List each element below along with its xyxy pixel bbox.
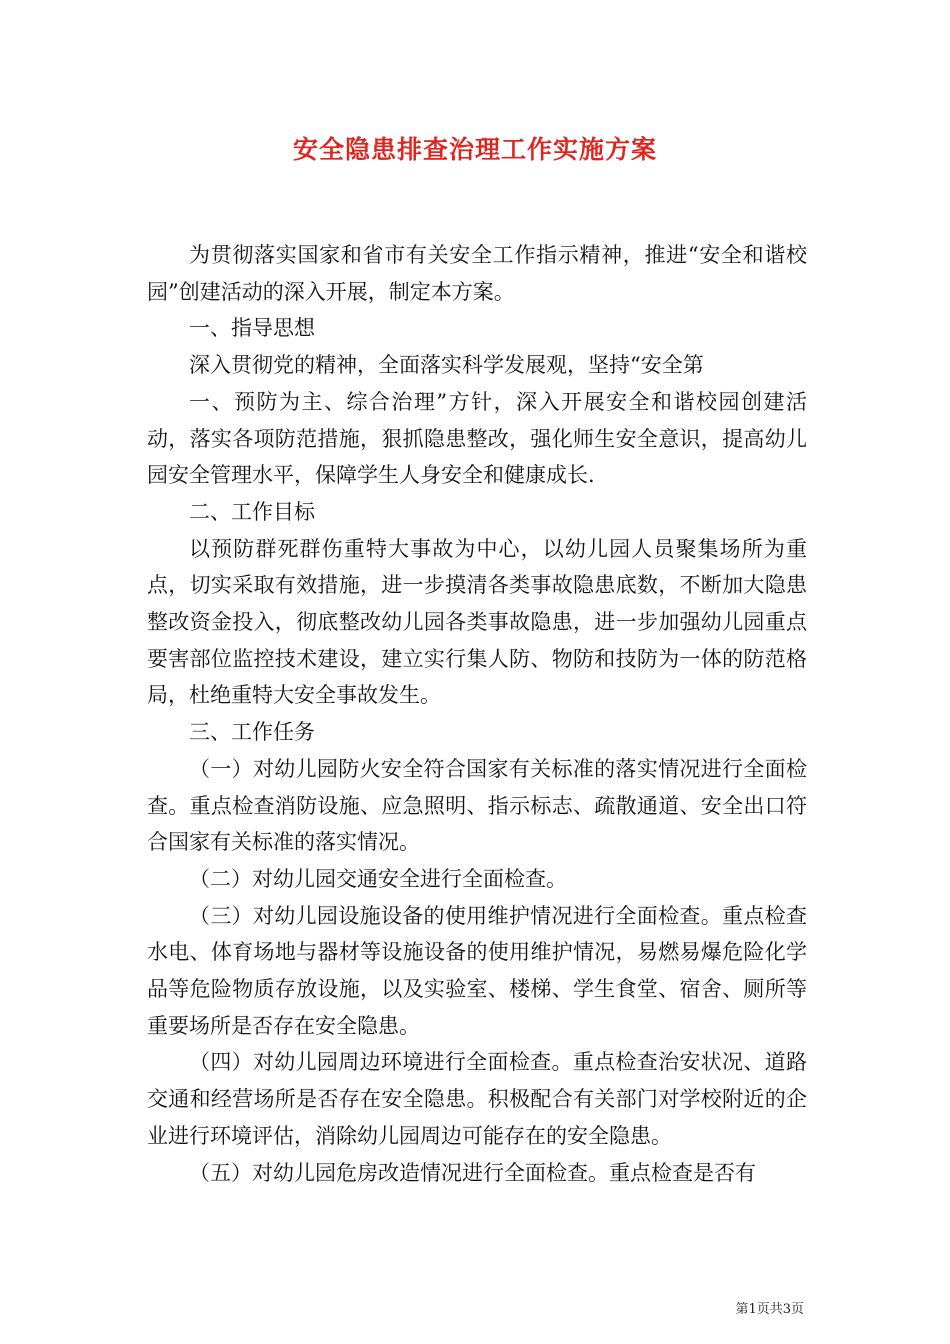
paragraph-task-1: （一）对幼儿园防火安全符合国家有关标准的落实情况进行全面检查。重点检查消防设施、应急照明、指示标志、疏散通道、安全出口符合国家有关标准的落实情况。: [147, 756, 807, 855]
section-heading-work-tasks: 三、工作任务: [189, 720, 315, 745]
paragraph-task-2: （二）对幼儿园交通安全进行全面检查。: [189, 866, 567, 891]
paragraph-guiding-thought: 深入贯彻党的精神，全面落实科学发展观，坚持“安全第: [189, 353, 704, 378]
paragraph-task-5: （五）对幼儿园危房改造情况进行全面检查。重点检查是否有: [189, 1160, 756, 1185]
document-title: 安全隐患排查治理工作实施方案: [292, 135, 657, 164]
section-heading-work-goals: 二、工作目标: [189, 499, 315, 524]
paragraph-task-3: （三）对幼儿园设施设备的使用维护情况进行全面检查。重点检查水电、体育场地与器材等设施设备的使用维护情况，易燃易爆危险化学品等危险物质存放设施，以及实验室、楼梯、学生食堂、宿舍、厕所等重要场所是否存在安全隐患。: [147, 903, 807, 1038]
page-number-footer: 第1页共3页: [735, 1302, 804, 1317]
paragraph-intro: 为贯彻落实国家和省市有关安全工作指示精神，推进“安全和谐校园”创建活动的深入开展，制定本方案。: [147, 243, 807, 304]
section-heading-guiding-thought: 一、指导思想: [189, 316, 315, 341]
paragraph-guiding-thought-cont: 一、预防为主、综合治理”方针，深入开展安全和谐校园创建活动，落实各项防范措施，狠抓隐患整改，强化师生安全意识，提高幼儿园安全管理水平，保障学生人身安全和健康成长.: [147, 389, 807, 488]
paragraph-work-goals: 以预防群死群伤重特大事故为中心，以幼儿园人员聚集场所为重点，切实采取有效措施，进一步摸清各类事故隐患底数，不断加大隐患整改资金投入，彻底整改幼儿园各类事故隐患，进一步加强幼儿园重点要害部位监控技术建设，建立实行集人防、物防和技防为一体的防范格局，杜绝重特大安全事故发生。: [147, 536, 807, 708]
paragraph-task-4: （四）对幼儿园周边环境进行全面检查。重点检查治安状况、道路交通和经营场所是否存在安全隐患。积极配合有关部门对学校附近的企业进行环境评估，消除幼儿园周边可能存在的安全隐患。: [147, 1050, 807, 1148]
document-body: [147, 237, 807, 1191]
